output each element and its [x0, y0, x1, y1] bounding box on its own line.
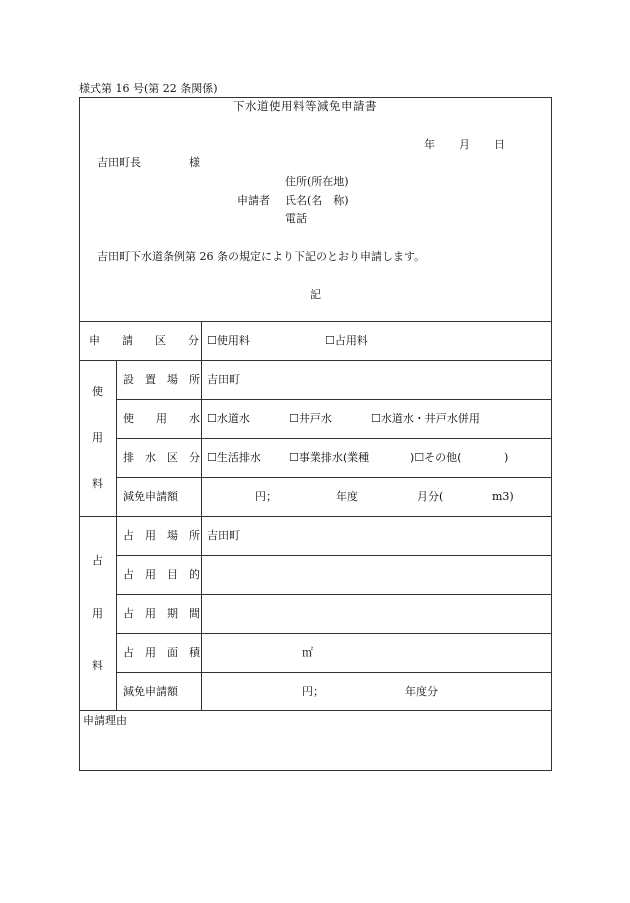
water-option-well[interactable]: ☐井戸水	[289, 412, 332, 425]
date-year-label: 年	[424, 138, 435, 151]
occupancy-group-label: 占	[92, 554, 103, 567]
usage-reduction-month: 月分(	[417, 490, 444, 503]
usage-reduction-label: 減免申請額	[123, 490, 178, 503]
water-option-tap[interactable]: ☐水道水	[207, 412, 250, 425]
divider-line	[79, 360, 552, 361]
occupancy-area-label: 占 用 面 積	[123, 646, 200, 659]
divider-line	[116, 399, 552, 400]
usage-reduction-yen: 円；	[255, 490, 277, 503]
form-title: 下水道使用料等減免申請書	[233, 99, 377, 113]
divider-line	[116, 555, 552, 556]
address-label: 住所(所在地)	[285, 175, 349, 188]
category-label: 申 請 区 分	[89, 334, 199, 347]
divider-line	[116, 477, 552, 478]
occupancy-reduction-label: 減免申請額	[123, 685, 178, 698]
label-column-line	[201, 321, 202, 710]
usage-reduction-fiscal-year: 年度	[336, 490, 358, 503]
date-month-label: 月	[459, 138, 470, 151]
addressee: 吉田町長	[97, 156, 141, 169]
usage-group-label: 使	[92, 385, 103, 398]
drainage-option-other[interactable]: )☐その他(	[410, 451, 462, 464]
honorific: 様	[189, 156, 200, 169]
drainage-option-business[interactable]: ☐事業排水(業種	[289, 451, 370, 464]
install-location-label: 設 置 場 所	[123, 373, 200, 386]
drainage-other-close: )	[504, 451, 509, 464]
occupancy-location-label: 占 用 場 所	[123, 529, 200, 542]
occupancy-location-value: 吉田町	[207, 529, 240, 542]
occupancy-period-label: 占 用 期 間	[123, 607, 200, 620]
divider-line	[116, 672, 552, 673]
usage-group-label: 用	[92, 431, 103, 444]
occupancy-reduction-fiscal-year: 年度分	[405, 685, 438, 698]
occupancy-reduction-yen: 円；	[302, 685, 324, 698]
date-day-label: 日	[494, 138, 505, 151]
group-column-line	[116, 360, 117, 710]
water-option-both[interactable]: ☐水道水・井戸水併用	[371, 412, 480, 425]
divider-line	[79, 710, 552, 711]
water-source-label: 使 用 水	[123, 412, 200, 425]
category-option-usage[interactable]: ☐使用料	[207, 334, 250, 347]
usage-reduction-volume-unit: m3)	[492, 490, 514, 503]
name-label: 氏名(名 称)	[285, 194, 349, 207]
divider-line	[79, 516, 552, 517]
applicant-label: 申請者	[237, 194, 270, 207]
occupancy-group-label: 料	[92, 659, 103, 672]
drainage-type-label: 排 水 区 分	[123, 451, 200, 464]
divider-line	[116, 633, 552, 634]
statement: 吉田町下水道条例第 26 条の規定により下記のとおり申請します。	[97, 250, 426, 263]
table-top-line	[79, 321, 552, 322]
reason-label: 申請理由	[83, 714, 127, 727]
divider-line	[116, 438, 552, 439]
usage-group-label: 料	[92, 477, 103, 490]
form-number: 様式第 16 号(第 22 条関係)	[79, 82, 218, 95]
install-location-value: 吉田町	[207, 373, 240, 386]
occupancy-area-unit: ㎡	[302, 646, 313, 659]
category-option-occupancy[interactable]: ☐占用料	[325, 334, 368, 347]
phone-label: 電話	[285, 212, 307, 225]
drainage-option-household[interactable]: ☐生活排水	[207, 451, 261, 464]
occupancy-purpose-label: 占 用 目 的	[123, 568, 200, 581]
divider-line	[116, 594, 552, 595]
note-heading: 記	[310, 288, 321, 301]
occupancy-group-label: 用	[92, 607, 103, 620]
